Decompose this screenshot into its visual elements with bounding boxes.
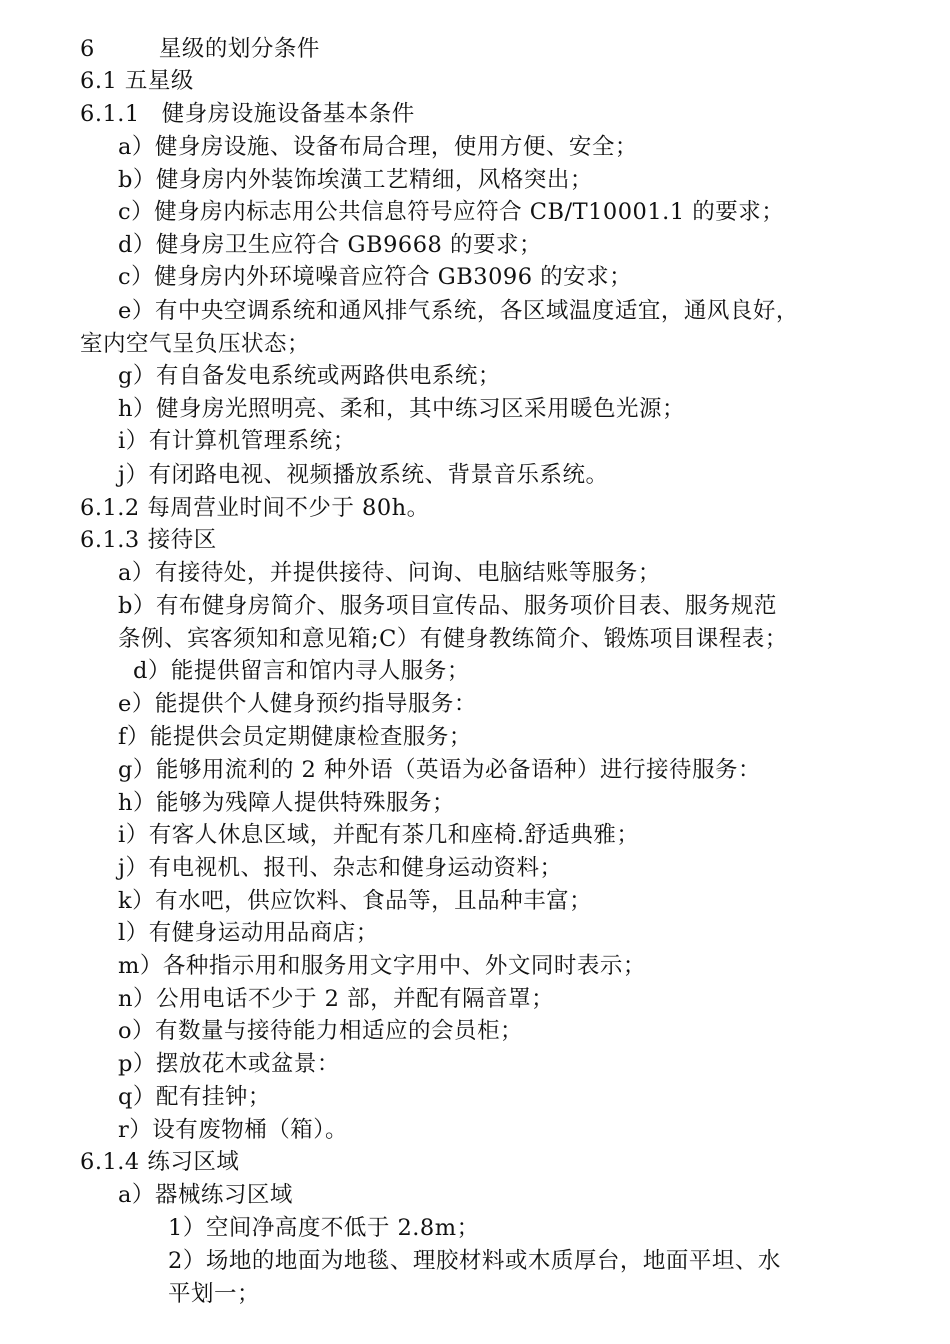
reception-item-b-cont: 条例、宾客须知和意见箱;C）有健身教练简介、锻炼项目课程表； [118,626,788,652]
reception-item-d: d）能提供留言和馆内寻人服务； [133,658,470,684]
reception-item-j: j）有电视机、报刊、杂志和健身运动资料； [118,855,563,881]
reception-item-l: l）有健身运动用品商店； [118,920,379,946]
reception-item-b: b）有布健身房简介、服务项目宣传品、服务项价目表、服务规范 [118,593,777,619]
reception-item-r: r）设有废物桶（箱）。 [118,1117,349,1143]
facilities-item-g: g）有自备发电系统或两路供电系统； [118,363,501,389]
practice-heading: 6.1.4 练习区域 [80,1149,240,1175]
reception-item-f: f）能提供会员定期健康检查服务； [118,724,472,750]
facilities-item-j: j）有闭路电视、视频播放系统、背景音乐系统。 [118,462,609,488]
reception-item-e: e）能提供个人健身预约指导服务： [118,691,477,717]
section-number: 6 [80,36,95,62]
reception-item-p: p）摆放花木或盆景： [118,1051,340,1077]
reception-item-q: q）配有挂钟； [118,1084,271,1110]
facilities-item-a: a）健身房设施、设备布局合理，使用方便、安全； [118,134,638,160]
facilities-item-b: b）健身房内外装饰埃潢工艺精细，风格突出； [118,167,593,193]
facilities-item-i: i）有计算机管理系统； [118,428,356,454]
reception-item-g: g）能够用流利的 2 种外语（英语为必备语种）进行接待服务： [118,757,762,783]
reception-item-o: o）有数量与接待能力相适应的会员柜； [118,1018,524,1044]
reception-item-a: a）有接待处，并提供接待、问询、电脑结账等服务； [118,560,661,586]
reception-item-n: n）公用电话不少于 2 部，并配有隔音罩； [118,986,555,1012]
practice-item-2-cont: 平划一； [168,1281,261,1307]
practice-sub-a: a）器械练习区域 [118,1182,293,1208]
facilities-item-d: d）健身房卫生应符合 GB9668 的要求； [118,232,542,258]
facilities-title: 健身房设施设备基本条件 [161,101,415,127]
reception-title: 接待区 [147,527,217,553]
practice-item-1: 1）空间净高度不低于 2.8m； [168,1215,480,1241]
hours-line: 6.1.2 每周营业时间不少于 80h。 [80,495,430,521]
facilities-item-e: e）有中央空调系统和通风排气系统，各区域温度适宜，通风良好， [118,298,799,324]
facilities-heading [80,98,415,130]
facilities-item-e-cont: 室内空气呈负压状态； [80,331,311,357]
facilities-item-h: h）健身房光照明亮、柔和，其中练习区采用暖色光源； [118,396,685,422]
reception-heading [80,524,217,556]
reception-item-m: m）各种指示用和服务用文字用中、外文同时表示； [118,953,646,979]
facilities-number: 6.1.1 [80,101,140,127]
reception-number: 6.1.3 [80,527,140,553]
reception-item-k: k）有水吧，供应饮料、食品等，且品种丰富； [118,888,593,914]
section-heading [80,33,320,65]
reception-item-h: h）能够为残障人提供特殊服务； [118,790,455,816]
practice-item-2: 2）场地的地面为地毯、理胶材料或木质厚台，地面平坦、水 [168,1248,781,1274]
five-star-heading: 6.1 五星级 [80,68,194,94]
section-title: 星级的划分条件 [158,36,320,62]
facilities-item-c2: c）健身房内外环境噪音应符合 GB3096 的安求； [118,264,633,290]
facilities-item-c: c）健身房内标志用公共信息符号应符合 CB/T10001.1 的要求； [118,199,785,225]
reception-item-i: i）有客人休息区域，并配有茶几和座椅.舒适典雅； [118,822,640,848]
